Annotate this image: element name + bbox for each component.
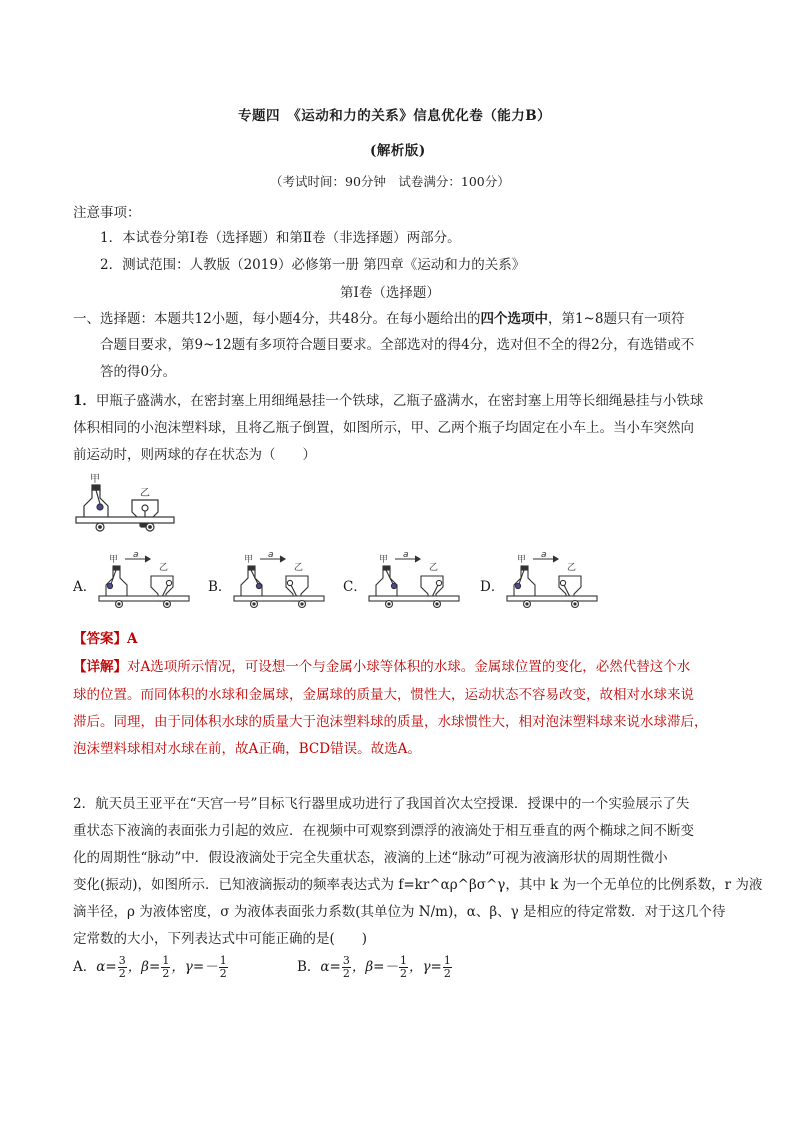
label-jia: 甲: [379, 555, 389, 565]
label-jia: 甲: [244, 555, 254, 565]
question-2-line2: 重状态下液滴的表面张力引起的效应．在视频中可观察到漂浮的液滴处于相互垂直的两个椭球之间不断变: [73, 823, 694, 839]
detail-line4: 泡沫塑料球相对水球在前，故A正确，BCD错误。故选A。: [73, 741, 421, 757]
question-1-line3: 前运动时，则两球的存在状态为（ ）: [73, 447, 316, 463]
label-yi: 乙: [567, 563, 577, 573]
question-2-line1: 2．航天员王亚平在“天宫一号”目标飞行器里成功进行了我国首次太空授课．授课中的一个实验展示了失: [73, 796, 690, 812]
notes-item-1: 1．本试卷分第Ⅰ卷（选择题）和第Ⅱ卷（非选择题）两部分。: [100, 230, 461, 246]
question-2-option-b: B．α= $\frac{3}{2}$ ，β=－ $\frac{1}{2}$ ，γ= $\frac{1}{2}$: [297, 954, 451, 980]
label-yi: 乙: [140, 488, 150, 499]
notes-heading: 注意事项：: [73, 205, 141, 221]
option-b-figure: [232, 552, 332, 614]
question-2-line5: 滴半径，ρ 为液体密度，σ 为液体表面张力系数(其单位为 N/m)，α、β、γ 是相应的待定常数．对于这几个待: [73, 904, 726, 920]
option-b-label: B．: [208, 579, 232, 595]
question-1-figure: [70, 470, 180, 540]
label-acceleration: a: [403, 550, 409, 560]
option-d-label: D．: [480, 579, 505, 595]
option-c-label: C．: [343, 579, 367, 595]
detail-line1: 【详解】对A选项所示情况，可设想一个与金属小球等体积的水球。金属球位置的变化，必然代替这个水: [73, 659, 691, 675]
section-instructions-line2: 合题目要求，第9~12题有多项符合题目要求。全部选对的得4分，选对但不全的得2分，有选错或不: [100, 337, 695, 353]
option-a-label: A．: [73, 579, 97, 595]
label-acceleration: a: [133, 550, 139, 560]
question-1-line1: 1．甲瓶子盛满水，在密封塞上用细绳悬挂一个铁球，乙瓶子盛满水，在密封塞上用等长细绳悬挂与小铁球: [73, 393, 704, 409]
question-1-line2: 体积相同的小泡沫塑料球，且将乙瓶子倒置，如图所示，甲、乙两个瓶子均固定在小车上。当小车突然向: [73, 420, 694, 436]
notes-item-2: 2．测试范围：人教版（2019）必修第一册 第四章《运动和力的关系》: [100, 257, 526, 273]
option-c-figure: [367, 552, 467, 614]
document-title: 专题四 《运动和力的关系》信息优化卷（能力B）: [238, 108, 552, 124]
document-subtitle: (解析版): [370, 143, 426, 159]
question-2-line6: 定常数的大小，下列表达式中可能正确的是( ): [73, 931, 368, 947]
label-yi: 乙: [159, 563, 169, 573]
label-yi: 乙: [294, 563, 304, 573]
question-2-line3: 化的周期性“脉动”中．假设液滴处于完全失重状态，液滴的上述“脉动”可视为液滴形状的周期性微小: [73, 850, 668, 866]
label-jia: 甲: [90, 474, 100, 485]
label-acceleration: a: [541, 550, 547, 560]
label-yi: 乙: [429, 563, 439, 573]
label-jia: 甲: [109, 555, 119, 565]
label-jia: 甲: [517, 555, 527, 565]
section-instructions-line3: 答的得0分。: [100, 364, 177, 380]
detail-line3: 滞后。同理，由于同体积水球的质量大于泡沫塑料球的质量，水球惯性大，相对泡沫塑料球来说水球滞后，: [73, 714, 708, 730]
detail-line2: 球的位置。而同体积的水球和金属球，金属球的质量大，惯性大，运动状态不容易改变，故相对水球来说: [73, 687, 694, 703]
section-instructions-line1: 一、选择题：本题共12小题，每小题4分，共48分。在每小题给出的四个选项中，第1~8题只有一项符: [73, 311, 685, 327]
section-title: 第Ⅰ卷（选择题）: [340, 285, 440, 301]
answer: 【答案】A: [73, 631, 138, 647]
exam-info: （考试时间：90分钟 试卷满分：100分）: [270, 174, 510, 189]
option-a-figure: [97, 552, 197, 614]
question-2-line4: 变化(振动)，如图所示．已知液滴振动的频率表达式为 f=kr^αρ^βσ^γ，其中 k 为一个无单位的比例系数，r 为液: [73, 877, 763, 893]
option-d-figure: [505, 552, 605, 614]
label-acceleration: a: [268, 550, 274, 560]
question-2-option-a: A．α= $\frac{3}{2}$ ，β= $\frac{1}{2}$ ，γ=－ $\frac{1}{2}$: [73, 954, 227, 980]
